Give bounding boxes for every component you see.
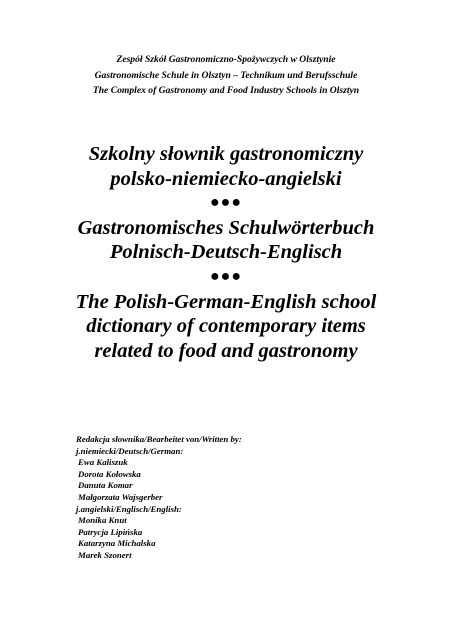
bullet-separator-1: ●●● xyxy=(210,194,242,212)
title-german-line-2: Polnisch-Deutsch-Englisch xyxy=(109,241,343,264)
editor-name: Dorota Kołowska xyxy=(78,468,141,479)
bullet-separator-2: ●●● xyxy=(210,267,242,285)
editor-name: Patrycja Lipińska xyxy=(78,526,143,537)
header-line-german: Gastronomische Schule in Olsztyn – Technikum und Berufsschule xyxy=(94,69,358,81)
credits-heading: Redakcja słownika/Bearbeitet von/Written by: xyxy=(76,434,242,444)
german-section-heading: j.niemiecki/Deutsch/German: xyxy=(76,445,184,456)
editor-name: Ewa Kaliszuk xyxy=(78,457,128,468)
header-line-polish: Zespół Szkół Gastronomiczno-Spożywczych w Olsztynie xyxy=(116,54,336,65)
title-english-line-1: The Polish-German-English school xyxy=(75,290,377,313)
editor-name: Marek Szonert xyxy=(78,549,132,560)
editor-name: Monika Knut xyxy=(78,515,127,526)
editor-name: Małgorzata Wajsgerber xyxy=(78,491,163,502)
dictionary-title xyxy=(0,142,452,363)
editor-name: Katarzyna Michalska xyxy=(78,538,156,549)
editors-credits xyxy=(76,434,416,562)
title-polish-line-1: Szkolny słownik gastronomiczny xyxy=(88,143,364,165)
editor-name: Danuta Komar xyxy=(78,480,133,491)
title-english-line-3: related to food and gastronomy xyxy=(94,339,358,362)
school-header xyxy=(0,52,452,99)
english-section-heading: j.angielski/Englisch/English: xyxy=(76,503,182,514)
header-line-english: The Complex of Gastronomy and Food Industry Schools in Olsztyn xyxy=(92,85,360,96)
title-polish-line-2: polsko-niemiecko-angielski xyxy=(110,167,342,190)
title-german-line-1: Gastronomisches Schulwörterbuch xyxy=(77,216,375,239)
title-english-line-2: dictionary of contemporary items xyxy=(86,315,366,338)
